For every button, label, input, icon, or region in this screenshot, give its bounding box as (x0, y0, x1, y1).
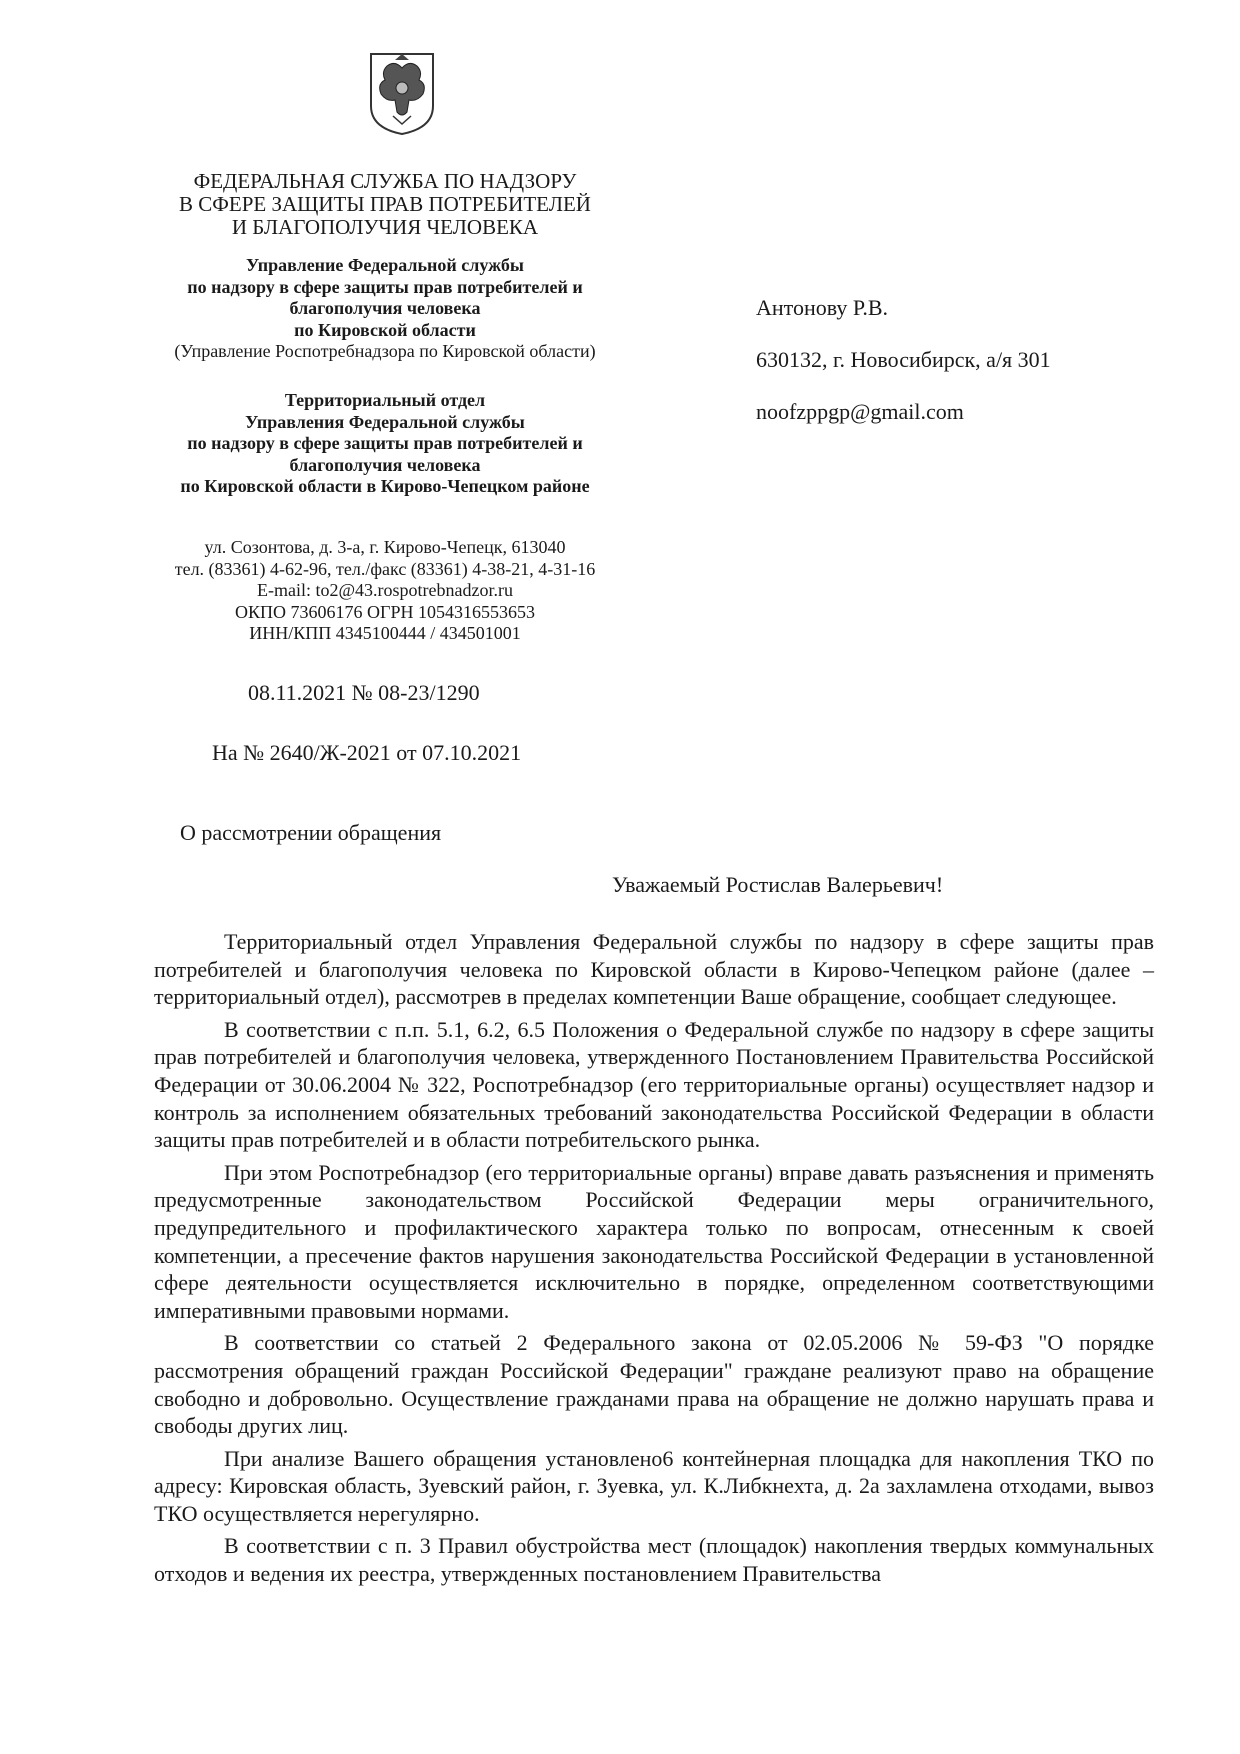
body-paragraph: Территориальный отдел Управления Федеральной службы по надзору в сфере защиты прав потребителей и благополучия человека по Кировской области в Кирово-Чепецком районе (далее – территориальный отдел), рассмотрев в пределах компетенции Ваше обращение, сообщает следующее. (154, 929, 1154, 1010)
recipient-block (756, 282, 1051, 438)
recipient-email: noofzppgp@gmail.com (756, 399, 964, 424)
sender-inn-kpp: ИНН/КПП 4345100444 / 434501001 (249, 623, 521, 643)
sender-contacts (130, 537, 640, 645)
territorial-line: по Кировской области в Кирово-Чепецком районе (180, 476, 590, 496)
sender-address: ул. Созонтова, д. 3-а, г. Кирово-Чепецк, 613040 (204, 537, 566, 557)
territorial-line: по надзору в сфере защиты прав потребителей и (187, 433, 583, 453)
body-paragraph: В соответствии с п.п. 5.1, 6.2, 6.5 Положения о Федеральной службе по надзору в сфере защиты прав потребителей и благополучия человека, утвержденного Постановлением Правительства Российской Федерации от 30.06.2004 № 322, Роспотребнадзор (его территориальные органы) осуществляет надзор и контроль за исполнением обязательных требований законодательства Российской Федерации в области защиты прав потребителей и в области потребительского рынка. (154, 1016, 1154, 1153)
recipient-name: Антонову Р.В. (756, 295, 889, 320)
territorial-department (130, 390, 640, 498)
agency-line: В СФЕРЕ ЗАЩИТЫ ПРАВ ПОТРЕБИТЕЛЕЙ (179, 192, 591, 216)
body-paragraph: При этом Роспотребнадзор (его территориальные органы) вправе давать разъяснения и применять предусмотренные законодательством Российской Федерации меры ограничительного, предупредительного и профилактического характера только по вопросам, отнесенным к своей компетенции, а пресечение фактов нарушения законодательства Российской Федерации в установленной сфере деятельности осуществляется исключительно в порядке, определенном соответствующими императивными правовыми нормами. (154, 1159, 1154, 1323)
territorial-line: Территориальный отдел (284, 390, 486, 410)
registration-number: 08.11.2021 № 08-23/1290 (248, 680, 480, 705)
letter-subject: О рассмотрении обращения (180, 820, 442, 845)
body-paragraph: В соответствии со статьей 2 Федерального закона от 02.05.2006 № 59-ФЗ "О порядке рассмотрения обращений граждан Российской Федерации" граждане реализуют право на обращение свободно и добровольно. Осуществление гражданами права на обращение не должно нарушать права и свободы других лиц. (154, 1330, 1154, 1439)
agency-line: И БЛАГОПОЛУЧИЯ ЧЕЛОВЕКА (231, 215, 539, 239)
coat-of-arms-emblem (367, 50, 437, 136)
reply-reference: На № 2640/Ж-2021 от 07.10.2021 (212, 740, 522, 765)
body-paragraph: При анализе Вашего обращения установлено6 контейнерная площадка для накопления ТКО по адресу: Кировская область, Зуевский район, г. Зуевка, ул. К.Либкнехта, д. 2а захламлена отходами, вывоз ТКО осуществляется нерегулярно. (154, 1445, 1154, 1526)
sender-okpo-ogrn: ОКПО 73606176 ОГРН 1054316553653 (235, 601, 535, 622)
department-line: благополучия человека (289, 298, 481, 318)
sender-email: E-mail: to2@43.rospotrebnadzor.ru (256, 580, 514, 600)
agency-line: ФЕДЕРАЛЬНАЯ СЛУЖБА ПО НАДЗОРУ (193, 169, 577, 193)
department-line: по Кировской области (294, 319, 476, 340)
sender-phones: тел. (83361) 4-62-96, тел./факс (83361) 4-38-21, 4-31-16 (174, 558, 596, 579)
letter-body (154, 928, 1154, 1588)
department-short-name: (Управление Роспотребнадзора по Кировской области) (174, 341, 596, 361)
department-line: по надзору в сфере защиты прав потребителей и (187, 276, 583, 297)
recipient-address: 630132, г. Новосибирск, а/я 301 (756, 347, 1051, 372)
regional-department (130, 255, 640, 363)
agency-title (150, 170, 620, 239)
territorial-line: благополучия человека (289, 454, 481, 475)
territorial-line: Управления Федеральной службы (245, 411, 525, 432)
salutation: Уважаемый Ростислав Валерьевич! (612, 872, 944, 897)
department-line: Управление Федеральной службы (246, 255, 524, 275)
body-paragraph: В соответствии с п. 3 Правил обустройства мест (площадок) накопления твердых коммунальных отходов и ведения их реестра, утвержденных постановлением Правительства (154, 1533, 1154, 1587)
